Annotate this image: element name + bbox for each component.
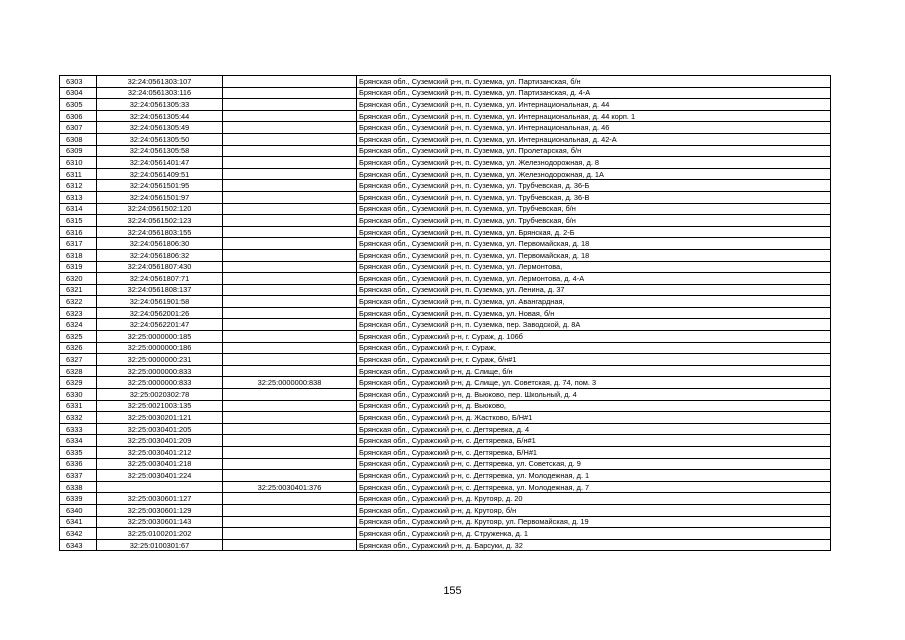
row-number-cell: 6322 — [60, 296, 97, 308]
table-row — [60, 157, 831, 169]
table-row — [60, 261, 831, 273]
row-number-cell: 6342 — [60, 528, 97, 540]
cadastral-number-cell — [97, 481, 223, 493]
table-row — [60, 470, 831, 482]
cadastral-number-cell: 32:25:0000000:186 — [97, 342, 223, 354]
cadastral-number-cell: 32:24:0561803:155 — [97, 226, 223, 238]
table-row — [60, 481, 831, 493]
related-cadastral-number-cell — [223, 76, 357, 88]
address-cell: Брянская обл., Суземский р-н, п. Суземка, ул. Трубчевская, д. 36-В — [357, 191, 831, 203]
cadastral-number-cell: 32:24:0561303:107 — [97, 76, 223, 88]
table-row — [60, 168, 831, 180]
related-cadastral-number-cell — [223, 307, 357, 319]
cadastral-number-cell: 32:24:0561808:137 — [97, 284, 223, 296]
related-cadastral-number-cell — [223, 331, 357, 343]
address-cell: Брянская обл., Суражский р-н, д. Слище, ул. Советская, д. 74, пом. 3 — [357, 377, 831, 389]
table-row — [60, 516, 831, 528]
page-number: 155 — [443, 585, 462, 597]
address-cell: Брянская обл., Суземский р-н, п. Суземка, ул. Пролетарская, б/н — [357, 145, 831, 157]
row-number-cell: 6343 — [60, 539, 97, 551]
cadastral-number-cell: 32:24:0562001:26 — [97, 307, 223, 319]
address-cell: Брянская обл., Суражский р-н, д. Крутояр, б/н — [357, 504, 831, 516]
table-row — [60, 110, 831, 122]
table-row — [60, 307, 831, 319]
table-row — [60, 447, 831, 459]
table-row — [60, 99, 831, 111]
cadastral-number-cell: 32:24:0561303:116 — [97, 87, 223, 99]
related-cadastral-number-cell — [223, 122, 357, 134]
row-number-cell: 6311 — [60, 168, 97, 180]
table-row — [60, 458, 831, 470]
table-row — [60, 87, 831, 99]
address-cell: Брянская обл., Суражский р-н, с. Дегтяревка, Б/н#1 — [357, 435, 831, 447]
property-table-body — [60, 76, 831, 551]
row-number-cell: 6329 — [60, 377, 97, 389]
row-number-cell: 6327 — [60, 354, 97, 366]
row-number-cell: 6305 — [60, 99, 97, 111]
table-row — [60, 377, 831, 389]
table-row — [60, 238, 831, 250]
table-row — [60, 365, 831, 377]
related-cadastral-number-cell — [223, 238, 357, 250]
address-cell: Брянская обл., Суземский р-н, п. Суземка, ул. Железнодорожная, д. 1А — [357, 168, 831, 180]
related-cadastral-number-cell — [223, 145, 357, 157]
cadastral-number-cell: 32:24:0561501:95 — [97, 180, 223, 192]
cadastral-number-cell: 32:25:0000000:231 — [97, 354, 223, 366]
address-cell: Брянская обл., Суражский р-н, д. Крутояр, д. 20 — [357, 493, 831, 505]
row-number-cell: 6309 — [60, 145, 97, 157]
cadastral-number-cell: 32:25:0030601:143 — [97, 516, 223, 528]
table-row — [60, 504, 831, 516]
row-number-cell: 6307 — [60, 122, 97, 134]
row-number-cell: 6308 — [60, 133, 97, 145]
related-cadastral-number-cell — [223, 203, 357, 215]
row-number-cell: 6306 — [60, 110, 97, 122]
cadastral-number-cell: 32:25:0020302:78 — [97, 389, 223, 401]
address-cell: Брянская обл., Суземский р-н, п. Суземка, ул. Интернациональная, д. 46 — [357, 122, 831, 134]
table-row — [60, 539, 831, 551]
related-cadastral-number-cell — [223, 539, 357, 551]
address-cell: Брянская обл., Суземский р-н, п. Суземка, пер. Заводской, д. 8А — [357, 319, 831, 331]
cadastral-number-cell: 32:24:0561305:44 — [97, 110, 223, 122]
row-number-cell: 6335 — [60, 447, 97, 459]
related-cadastral-number-cell — [223, 168, 357, 180]
cadastral-number-cell: 32:25:0100201:202 — [97, 528, 223, 540]
address-cell: Брянская обл., Суземский р-н, п. Суземка, ул. Брянская, д. 2-Б — [357, 226, 831, 238]
cadastral-number-cell: 32:24:0561806:32 — [97, 249, 223, 261]
table-row — [60, 284, 831, 296]
cadastral-number-cell: 32:24:0561807:71 — [97, 273, 223, 285]
cadastral-number-cell: 32:24:0561901:58 — [97, 296, 223, 308]
cadastral-number-cell: 32:24:0561305:58 — [97, 145, 223, 157]
address-cell: Брянская обл., Суражский р-н, д. Барсуки, д. 32 — [357, 539, 831, 551]
address-cell: Брянская обл., Суражский р-н, г. Сураж, д. 106б — [357, 331, 831, 343]
row-number-cell: 6325 — [60, 331, 97, 343]
related-cadastral-number-cell — [223, 226, 357, 238]
table-row — [60, 423, 831, 435]
table-row — [60, 249, 831, 261]
address-cell: Брянская обл., Суземский р-н, п. Суземка, ул. Трубчевская, б/н — [357, 203, 831, 215]
table-row — [60, 76, 831, 88]
address-cell: Брянская обл., Суземский р-н, п. Суземка, ул. Железнодорожная, д. 8 — [357, 157, 831, 169]
table-row — [60, 435, 831, 447]
row-number-cell: 6328 — [60, 365, 97, 377]
row-number-cell: 6318 — [60, 249, 97, 261]
table-row — [60, 412, 831, 424]
row-number-cell: 6326 — [60, 342, 97, 354]
related-cadastral-number-cell — [223, 458, 357, 470]
related-cadastral-number-cell — [223, 99, 357, 111]
cadastral-number-cell: 32:25:0030401:212 — [97, 447, 223, 459]
related-cadastral-number-cell — [223, 296, 357, 308]
table-row — [60, 331, 831, 343]
address-cell: Брянская обл., Суземский р-н, п. Суземка, ул. Первомайская, д. 18 — [357, 238, 831, 250]
related-cadastral-number-cell — [223, 435, 357, 447]
address-cell: Брянская обл., Суземский р-н, п. Суземка, ул. Интернациональная, д. 42-А — [357, 133, 831, 145]
address-cell: Брянская обл., Суземский р-н, п. Суземка, ул. Лермонтова, — [357, 261, 831, 273]
address-cell: Брянская обл., Суземский р-н, п. Суземка, ул. Партизанская, д. 4-А — [357, 87, 831, 99]
related-cadastral-number-cell: 32:25:0000000:838 — [223, 377, 357, 389]
cadastral-number-cell: 32:24:0561305:33 — [97, 99, 223, 111]
row-number-cell: 6315 — [60, 215, 97, 227]
related-cadastral-number-cell — [223, 412, 357, 424]
table-row — [60, 493, 831, 505]
address-cell: Брянская обл., Суражский р-н, д. Вьюково, — [357, 400, 831, 412]
row-number-cell: 6304 — [60, 87, 97, 99]
related-cadastral-number-cell — [223, 354, 357, 366]
table-row — [60, 400, 831, 412]
cadastral-number-cell: 32:24:0561806:30 — [97, 238, 223, 250]
row-number-cell: 6331 — [60, 400, 97, 412]
table-row — [60, 180, 831, 192]
address-cell: Брянская обл., Суземский р-н, п. Суземка, ул. Авангардная, — [357, 296, 831, 308]
address-cell: Брянская обл., Суражский р-н, д. Струженка, д. 1 — [357, 528, 831, 540]
address-cell: Брянская обл., Суражский р-н, с. Дегтяревка, ул. Молодежная, д. 1 — [357, 470, 831, 482]
address-cell: Брянская обл., Суражский р-н, д. Жастково, Б/Н#1 — [357, 412, 831, 424]
related-cadastral-number-cell — [223, 447, 357, 459]
related-cadastral-number-cell — [223, 528, 357, 540]
cadastral-number-cell: 32:25:0000000:185 — [97, 331, 223, 343]
related-cadastral-number-cell — [223, 215, 357, 227]
row-number-cell: 6333 — [60, 423, 97, 435]
table-row — [60, 389, 831, 401]
related-cadastral-number-cell — [223, 319, 357, 331]
address-cell: Брянская обл., Суземский р-н, п. Суземка, ул. Интернациональная, д. 44 — [357, 99, 831, 111]
cadastral-number-cell: 32:24:0561502:120 — [97, 203, 223, 215]
table-row — [60, 215, 831, 227]
address-cell: Брянская обл., Суземский р-н, п. Суземка, ул. Интернациональная, д. 44 корп. 1 — [357, 110, 831, 122]
related-cadastral-number-cell — [223, 249, 357, 261]
row-number-cell: 6316 — [60, 226, 97, 238]
cadastral-number-cell: 32:24:0561501:97 — [97, 191, 223, 203]
cadastral-number-cell: 32:25:0000000:833 — [97, 377, 223, 389]
address-cell: Брянская обл., Суземский р-н, п. Суземка, ул. Трубчевская, б/н — [357, 215, 831, 227]
row-number-cell: 6312 — [60, 180, 97, 192]
row-number-cell: 6330 — [60, 389, 97, 401]
address-cell: Брянская обл., Суражский р-н, г. Сураж, — [357, 342, 831, 354]
related-cadastral-number-cell — [223, 504, 357, 516]
related-cadastral-number-cell — [223, 493, 357, 505]
related-cadastral-number-cell — [223, 284, 357, 296]
related-cadastral-number-cell — [223, 110, 357, 122]
cadastral-number-cell: 32:25:0030401:218 — [97, 458, 223, 470]
row-number-cell: 6338 — [60, 481, 97, 493]
row-number-cell: 6323 — [60, 307, 97, 319]
cadastral-number-cell: 32:25:0030401:205 — [97, 423, 223, 435]
table-row — [60, 122, 831, 134]
row-number-cell: 6339 — [60, 493, 97, 505]
address-cell: Брянская обл., Суземский р-н, п. Суземка, ул. Партизанская, б/н — [357, 76, 831, 88]
table-row — [60, 528, 831, 540]
table-row — [60, 191, 831, 203]
related-cadastral-number-cell — [223, 516, 357, 528]
table-row — [60, 354, 831, 366]
row-number-cell: 6314 — [60, 203, 97, 215]
cadastral-number-cell: 32:25:0030401:224 — [97, 470, 223, 482]
row-number-cell: 6336 — [60, 458, 97, 470]
address-cell: Брянская обл., Суражский р-н, с. Дегтяревка, ул. Молодежная, д. 7 — [357, 481, 831, 493]
address-cell: Брянская обл., Суземский р-н, п. Суземка, ул. Лермонтова, д. 4-А — [357, 273, 831, 285]
cadastral-number-cell: 32:24:0562201:47 — [97, 319, 223, 331]
related-cadastral-number-cell — [223, 470, 357, 482]
table-row — [60, 203, 831, 215]
property-table — [59, 75, 831, 551]
row-number-cell: 6320 — [60, 273, 97, 285]
cadastral-number-cell: 32:24:0561409:51 — [97, 168, 223, 180]
table-row — [60, 296, 831, 308]
related-cadastral-number-cell — [223, 180, 357, 192]
cadastral-number-cell: 32:24:0561502:123 — [97, 215, 223, 227]
cadastral-number-cell: 32:24:0561401:47 — [97, 157, 223, 169]
row-number-cell: 6317 — [60, 238, 97, 250]
table-row — [60, 133, 831, 145]
related-cadastral-number-cell: 32:25:0030401:376 — [223, 481, 357, 493]
cadastral-number-cell: 32:24:0561807:430 — [97, 261, 223, 273]
cadastral-number-cell: 32:25:0021003:135 — [97, 400, 223, 412]
address-cell: Брянская обл., Суражский р-н, г. Сураж, б/н#1 — [357, 354, 831, 366]
address-cell: Брянская обл., Суражский р-н, с. Дегтяревка, д. 4 — [357, 423, 831, 435]
related-cadastral-number-cell — [223, 191, 357, 203]
table-row — [60, 273, 831, 285]
row-number-cell: 6337 — [60, 470, 97, 482]
related-cadastral-number-cell — [223, 273, 357, 285]
address-cell: Брянская обл., Суражский р-н, с. Дегтяревка, ул. Советская, д. 9 — [357, 458, 831, 470]
row-number-cell: 6341 — [60, 516, 97, 528]
row-number-cell: 6310 — [60, 157, 97, 169]
related-cadastral-number-cell — [223, 261, 357, 273]
address-cell: Брянская обл., Суземский р-н, п. Суземка, ул. Трубчевская, д. 36-Б — [357, 180, 831, 192]
related-cadastral-number-cell — [223, 157, 357, 169]
related-cadastral-number-cell — [223, 133, 357, 145]
row-number-cell: 6332 — [60, 412, 97, 424]
related-cadastral-number-cell — [223, 423, 357, 435]
address-cell: Брянская обл., Суражский р-н, д. Слище, б/н — [357, 365, 831, 377]
row-number-cell: 6321 — [60, 284, 97, 296]
cadastral-number-cell: 32:25:0100301:67 — [97, 539, 223, 551]
row-number-cell: 6340 — [60, 504, 97, 516]
row-number-cell: 6334 — [60, 435, 97, 447]
address-cell: Брянская обл., Суражский р-н, д. Вьюково, пер. Школьный, д. 4 — [357, 389, 831, 401]
cadastral-number-cell: 32:24:0561305:50 — [97, 133, 223, 145]
cadastral-number-cell: 32:25:0030401:209 — [97, 435, 223, 447]
cadastral-number-cell: 32:25:0030201:121 — [97, 412, 223, 424]
address-cell: Брянская обл., Суражский р-н, с. Дегтяревка, Б/Н#1 — [357, 447, 831, 459]
row-number-cell: 6313 — [60, 191, 97, 203]
cadastral-number-cell: 32:24:0561305:49 — [97, 122, 223, 134]
cadastral-number-cell: 32:25:0000000:833 — [97, 365, 223, 377]
related-cadastral-number-cell — [223, 389, 357, 401]
cadastral-number-cell: 32:25:0030601:129 — [97, 504, 223, 516]
row-number-cell: 6319 — [60, 261, 97, 273]
address-cell: Брянская обл., Суземский р-н, п. Суземка, ул. Первомайская, д. 18 — [357, 249, 831, 261]
cadastral-number-cell: 32:25:0030601:127 — [97, 493, 223, 505]
table-row — [60, 319, 831, 331]
table-row — [60, 342, 831, 354]
related-cadastral-number-cell — [223, 342, 357, 354]
related-cadastral-number-cell — [223, 400, 357, 412]
address-cell: Брянская обл., Суземский р-н, п. Суземка, ул. Новая, б/н — [357, 307, 831, 319]
address-cell: Брянская обл., Суражский р-н, д. Крутояр, ул. Первомайская, д. 19 — [357, 516, 831, 528]
related-cadastral-number-cell — [223, 87, 357, 99]
related-cadastral-number-cell — [223, 365, 357, 377]
table-row — [60, 145, 831, 157]
row-number-cell: 6324 — [60, 319, 97, 331]
row-number-cell: 6303 — [60, 76, 97, 88]
table-row — [60, 226, 831, 238]
address-cell: Брянская обл., Суземский р-н, п. Суземка, ул. Ленина, д. 37 — [357, 284, 831, 296]
